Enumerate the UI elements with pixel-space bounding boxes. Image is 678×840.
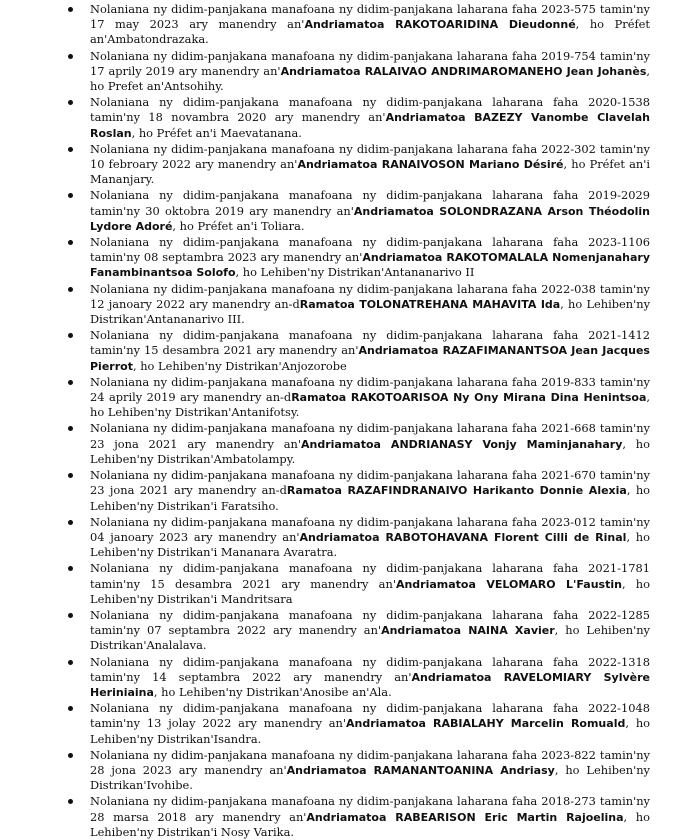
appointee-name: Andriamatoa RALAIVAO ANDRIMAROMANEHO Jean Johanès [280,64,647,78]
item-text-post: , ho Lehiben'ny Distrikan'Antanifotsy. [90,390,650,420]
list-item [90,794,650,840]
appointee-name: Andriamatoa BAZEZY Vanombe Clavelah Roslan [90,111,650,140]
item-text-pre: Nolaniana ny didim-panjakana manafoana ny didim-panjakana laharana faha 2023-1106 tamin'ny 08 septambra 2023 ary manendry an' [90,235,650,265]
bullet-icon [68,380,73,385]
bullet-icon [68,660,73,665]
item-text-post: , ho Lehiben'ny Distrikan'Anjozorobe [132,358,347,373]
appointee-name: Andriamatoa RABOTOHAVANA Florent Cilli de Rinal [299,530,627,544]
bullet-icon [68,287,73,292]
bullet-icon [68,753,73,758]
bullet-icon [68,799,73,804]
item-text-pre: Nolaniana ny didim-panjakana manafoana ny didim-panjakana laharana faha 2021-1781 tamin'ny 15 desambra 2021 ary manendry an' [90,561,650,591]
appointee-name: Andriamatoa ANDRIANASY Vonjy Maminjanahary [300,437,623,451]
item-text-pre: Nolaniana ny didim-panjakana manafoana ny didim-panjakana laharana faha 2023-012 tamin'ny 04 janoary 2023 ary manendry an' [90,514,650,544]
item-text-post: , ho Lehiben'ny Distrikan'i Nosy Varika. [90,809,650,839]
bullet-icon [68,333,73,338]
bullet-icon [68,240,73,245]
list-item [90,2,650,48]
item-text-pre: Nolaniana ny didim-panjakana manafoana ny didim-panjakana laharana faha 2022-1318 tamin'ny 14 septambra 2022 ary manendry an' [90,654,650,684]
item-text-post: , ho Préfet an'i Maevatanana. [131,125,302,140]
item-text-post: , ho Lehiben'ny Distrikan'i Mandritsara [90,576,650,606]
appointee-name: Andriamatoa RABIALAHY Marcelin Romuald [346,717,626,731]
item-text-post: , ho Lehiben'ny Distrikan'Ambatolampy. [90,436,650,466]
bullet-icon [68,100,73,105]
list-item [90,608,650,654]
bullet-icon [68,426,73,431]
item-text-pre: Nolaniana ny didim-panjakana manafoana ny didim-panjakana laharana faha 2022-1048 tamin'ny 13 jolay 2022 ary manendry an' [90,701,650,731]
item-text-pre: Nolaniana ny didim-panjakana manafoana ny didim-panjakana laharana faha 2021-668 tamin'ny 23 jona 2021 ary manendry an' [90,421,650,451]
item-text-post: , ho Préfet an'i Mananjary. [90,157,650,187]
list-item [90,421,650,467]
appointee-name: Andriamatoa NAINA Xavier [381,624,555,638]
appointee-name: Ramatoa RAKOTOARISOA Ny Ony Mirana Dina Henintsoa [291,391,647,405]
bullet-icon [68,613,73,618]
item-text-post: , ho Lehiben'ny Distrikan'Antananarivo II [235,265,475,280]
list-item [90,328,650,374]
list-item [90,188,650,234]
item-text-post: , ho Prefet an'Antsohihy. [90,63,650,94]
list-item [90,748,650,794]
appointee-name: Andriamatoa SOLONDRAZANA Arson Théodolin Lydore Adoré [90,204,650,233]
item-text-post: , ho Préfet an'i Toliara. [172,218,305,233]
bullet-icon [68,193,73,198]
item-text-post: , ho Lehiben'ny Distrikan'Anosibe an'Ala. [153,684,392,699]
list-item [90,49,650,95]
item-text-pre: Nolaniana ny didim-panjakana manafoana ny didim-panjakana laharana faha 2022-038 tamin'ny 12 janoary 2022 ary manendry an-d [90,281,650,311]
item-text-post: , ho Lehiben'ny Distrikan'i Mananara Avaratra. [90,529,651,560]
list-item [90,375,650,421]
list-item [90,468,650,514]
bullet-icon [68,7,73,12]
appointee-name: Andriamatoa RAKOTOARIDINA Dieudonné [304,18,576,32]
appointee-name: Andriamatoa RAMANANTOANINA Andriasy [286,763,555,777]
list-item [90,282,650,328]
item-text-post: , ho Lehiben'ny Distrikan'Ivohibe. [90,762,650,793]
item-text-pre: Nolaniana ny didim-panjakana manafoana ny didim-panjakana laharana faha 2022-302 tamin'ny 10 febroary 2022 ary manendry an' [90,141,650,172]
item-text-pre: Nolaniana ny didim-panjakana manafoana ny didim-panjakana laharana faha 2021-670 tamin'ny 23 jona 2021 ary manendry an-d [90,468,650,498]
bullet-icon [68,706,73,711]
item-text-post: , ho Lehiben'ny Distrikan'Isandra. [90,716,651,746]
list-item [90,561,650,607]
list-item [90,95,650,141]
item-text-pre: Nolaniana ny didim-panjakana manafoana ny didim-panjakana laharana faha 2019-833 tamin'ny 24 aprily 2019 ary manendry an-d [90,374,650,405]
bullet-icon [68,54,73,59]
item-text-pre: Nolaniana ny didim-panjakana manafoana ny didim-panjakana laharana faha 2018-273 tamin'ny 28 marsa 2018 ary manendry an' [90,794,650,824]
appointee-name: Andriamatoa RANAIVOSON Mariano Désiré [297,158,564,172]
appointee-name: Ramatoa RAZAFINDRANAIVO Harikanto Donnie Alexia [286,484,627,498]
item-text-post: , ho Lehiben'ny Distrikan'Analalava. [90,623,650,653]
appointee-name: Andriamatoa RAZAFIMANANTSOA Jean Jacques Pierrot [90,344,650,373]
appointee-name: Ramatoa TOLONATREHANA MAHAVITA Ida [299,297,561,311]
item-text-pre: Nolaniana ny didim-panjakana manafoana ny didim-panjakana laharana faha 2023-575 tamin'ny 17 may 2023 ary manendry an' [90,2,650,32]
list-item [90,142,650,188]
item-text-pre: Nolaniana ny didim-panjakana manafoana ny didim-panjakana laharana faha 2019-2029 tamin'ny 30 oktobra 2019 ary manendry an' [90,188,650,218]
item-text-post: , ho Lehiben'ny Distrikan'i Faratsiho. [90,483,651,513]
decision-list [90,2,650,840]
item-text-pre: Nolaniana ny didim-panjakana manafoana ny didim-panjakana laharana faha 2022-1285 tamin'ny 07 septambra 2022 ary manendry an' [90,607,650,638]
item-text-pre: Nolaniana ny didim-panjakana manafoana ny didim-panjakana laharana faha 2021-1412 tamin'ny 15 desambra 2021 ary manendry an' [90,328,650,358]
appointee-name: Andriamatoa RAKOTOMALALA Nomenjanahary Fanambinantsoa Solofo [90,251,650,280]
bullet-icon [68,520,73,525]
list-item [90,701,650,747]
list-item [90,235,650,281]
item-text-pre: Nolaniana ny didim-panjakana manafoana ny didim-panjakana laharana faha 2023-822 tamin'ny 28 jona 2023 ary manendry an' [90,747,650,777]
list-item [90,515,650,561]
item-text-pre: Nolaniana ny didim-panjakana manafoana ny didim-panjakana laharana faha 2020-1538 tamin'ny 18 novambra 2020 ary manendry an' [90,95,650,125]
appointee-name: Andriamatoa RABEARISON Eric Martin Rajoelina [306,810,624,824]
item-text-pre: Nolaniana ny didim-panjakana manafoana ny didim-panjakana laharana faha 2019-754 tamin'ny 17 aprily 2019 ary manendry an' [90,48,650,78]
item-text-post: , ho Lehiben'ny Distrikan'Antananarivo III. [90,296,650,327]
bullet-icon [68,147,73,152]
item-text-post: , ho Préfet an'Ambatondrazaka. [90,17,650,47]
list-item [90,655,650,701]
appointee-name: Andriamatoa VELOMARO L'Faustin [395,577,622,591]
bullet-icon [68,473,73,478]
bullet-icon [68,566,73,571]
appointee-name: Andriamatoa RAVELOMIARY Sylvère Heriniaina [90,670,650,699]
